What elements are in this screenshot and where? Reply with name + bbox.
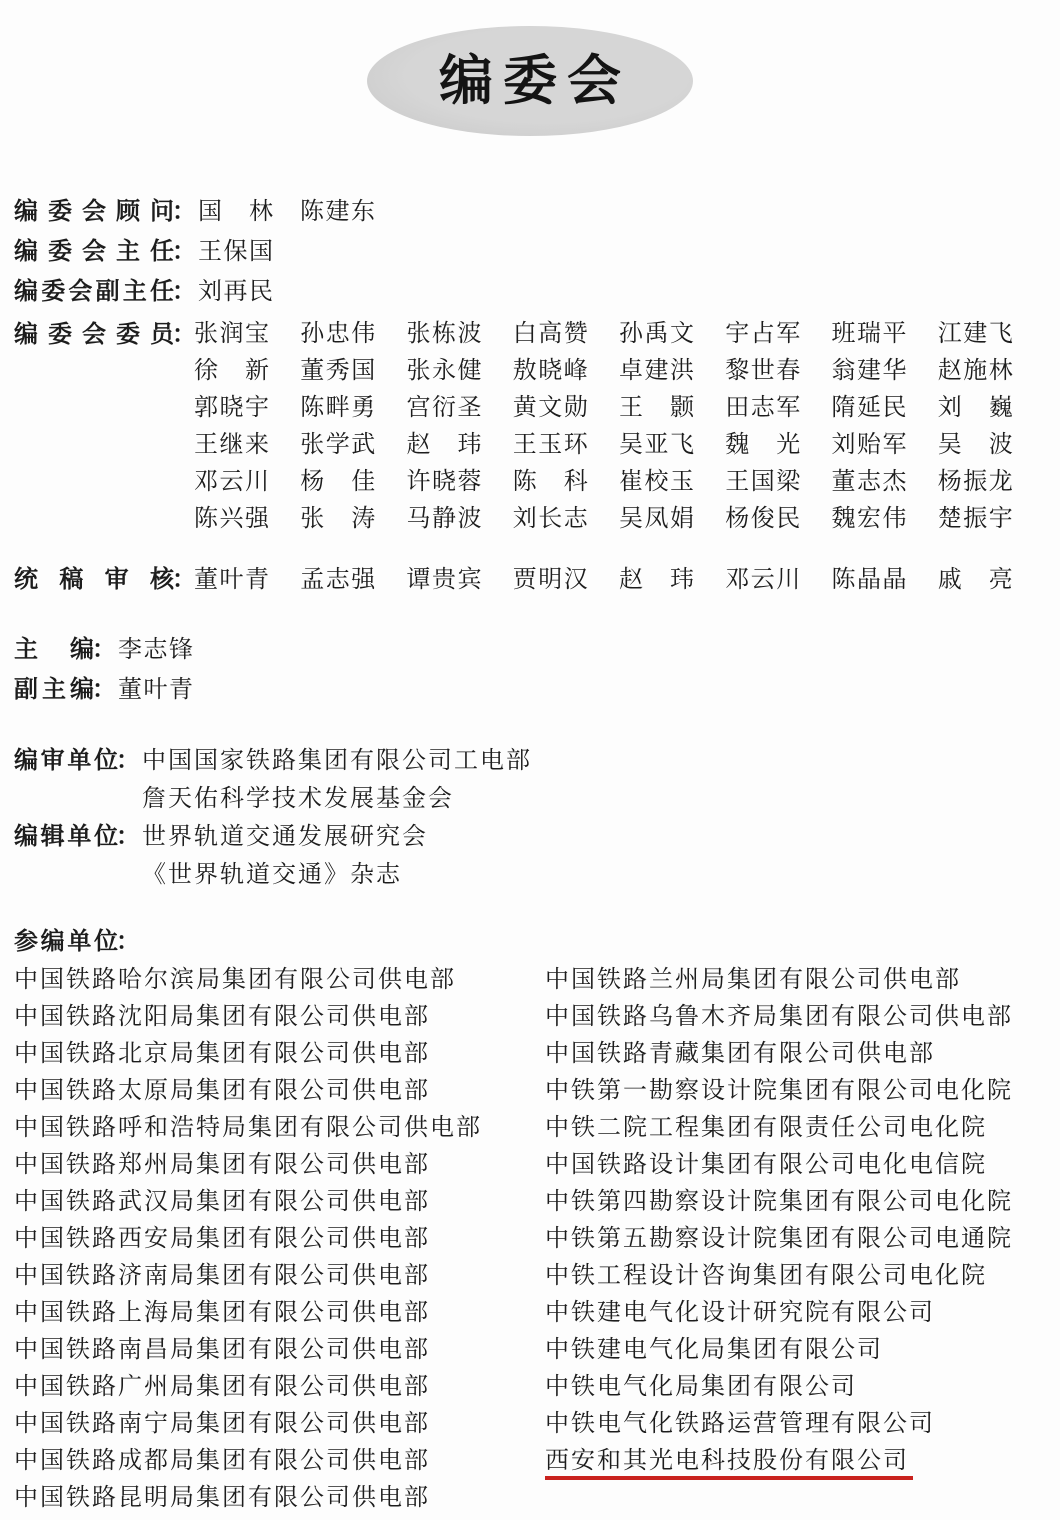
- participant-row: [14, 1221, 545, 1258]
- participant-org-name: 中国铁路设计集团有限公司电化电信院: [545, 1152, 987, 1178]
- page-title: 编委会: [439, 51, 631, 111]
- committee-member-name: 张 涛: [300, 506, 377, 532]
- advisor-row: [14, 192, 1046, 232]
- reviewer-name: 赵 玮: [619, 567, 696, 593]
- participant-org-name: 中国铁路南宁局集团有限公司供电部: [14, 1411, 430, 1437]
- participants-columns: [14, 962, 1046, 1517]
- review-unit-line1: 中国国家铁路集团有限公司工电部: [142, 748, 532, 774]
- review-section: [14, 560, 1046, 600]
- units-section: [14, 742, 1046, 894]
- committee-member-name: 董志杰: [831, 469, 908, 495]
- participant-row: [545, 1369, 1046, 1406]
- committee-member-name: 楚振宇: [937, 506, 1015, 532]
- committee-label: 编委会委员: [14, 321, 174, 348]
- participant-row: [14, 1110, 545, 1147]
- committee-member-name: 刘长志: [512, 506, 590, 532]
- committee-member-name: 刘 巍: [937, 395, 1015, 421]
- colon: ：: [116, 928, 140, 955]
- colon: ：: [172, 198, 196, 225]
- review-label-col: [14, 560, 194, 600]
- committee-member-name: 杨 佳: [300, 469, 377, 495]
- committee-member-name: 白高赞: [512, 321, 590, 347]
- participant-org-name: 中国铁路兰州局集团有限公司供电部: [545, 967, 961, 993]
- participant-row: [14, 1258, 545, 1295]
- editors-section: [14, 630, 1046, 710]
- participant-row: [14, 962, 545, 999]
- editing-unit-line1: 世界轨道交通发展研究会: [142, 824, 428, 850]
- participant-org-name: 中国铁路广州局集团有限公司供电部: [14, 1374, 430, 1400]
- participant-org-name: 中国铁路沈阳局集团有限公司供电部: [14, 1004, 430, 1030]
- colon: ：: [116, 747, 140, 774]
- participant-row: [14, 999, 545, 1036]
- committee-member-name: 崔校玉: [619, 469, 696, 495]
- committee-member-name: 郭晓宇: [194, 395, 271, 421]
- chief-editor-label: 主编: [14, 636, 94, 663]
- committee-member-name: 徐 新: [194, 358, 271, 384]
- participant-org-name: 中铁建电气化设计研究院有限公司: [545, 1300, 935, 1326]
- participant-row: [14, 1147, 545, 1184]
- participant-row: [545, 1406, 1046, 1443]
- review-names-grid: [194, 560, 1044, 600]
- participant-row: [545, 1258, 1046, 1295]
- committee-member-name: 许晓蓉: [406, 469, 483, 495]
- participants-label: 参编单位: [14, 928, 118, 955]
- committee-member-name: 邓云川: [194, 469, 271, 495]
- reviewer-name: 陈晶晶: [831, 567, 908, 593]
- colon: ：: [172, 278, 196, 305]
- committee-label-col: [14, 316, 194, 538]
- reviewer-name: 谭贵宾: [406, 567, 483, 593]
- participant-org-name: 中铁电气化局集团有限公司: [545, 1374, 857, 1400]
- director-label: 编委会主任: [14, 238, 174, 265]
- colon: ：: [92, 636, 116, 663]
- committee-member-name: 张学武: [300, 432, 377, 458]
- participant-row: [14, 1480, 545, 1517]
- participant-org-name: 中国铁路南昌局集团有限公司供电部: [14, 1337, 430, 1363]
- committee-member-name: 陈 科: [512, 469, 590, 495]
- deputy-editor-row: [14, 670, 1046, 710]
- participant-row: [545, 1295, 1046, 1332]
- participant-org-name: 中铁第四勘察设计院集团有限公司电化院: [545, 1189, 1013, 1215]
- participant-row: [545, 1073, 1046, 1110]
- participant-org-name: 中国铁路上海局集团有限公司供电部: [14, 1300, 430, 1326]
- director-row: [14, 232, 1046, 272]
- review-unit-row: [14, 742, 1046, 780]
- participant-row: [14, 1369, 545, 1406]
- committee-member-name: 敖晓峰: [512, 358, 590, 384]
- committee-member-name: 王继来: [194, 432, 271, 458]
- committee-member-name: 赵 玮: [406, 432, 483, 458]
- committee-member-name: 陈兴强: [194, 506, 271, 532]
- committee-member-name: 张润宝: [194, 321, 271, 347]
- committee-member-name: 陈畔勇: [300, 395, 377, 421]
- committee-member-name: 孙忠伟: [300, 321, 377, 347]
- roles-section: [14, 192, 1046, 312]
- committee-member-name: 张永健: [406, 358, 483, 384]
- editing-unit-row: [14, 818, 1046, 856]
- committee-member-name: 吴 波: [937, 432, 1015, 458]
- committee-member-name: 刘贻军: [831, 432, 908, 458]
- committee-member-name: 张栋波: [406, 321, 483, 347]
- participant-org-name: 中国铁路成都局集团有限公司供电部: [14, 1448, 430, 1474]
- director-name: 王保国: [198, 239, 275, 265]
- participant-row: [14, 1184, 545, 1221]
- committee-member-name: 卓建洪: [619, 358, 696, 384]
- participant-row: [545, 1184, 1046, 1221]
- review-unit-row2: [142, 780, 1046, 818]
- advisor-names: 国 林 陈建东: [198, 199, 377, 225]
- participant-org-name: 中国铁路哈尔滨局集团有限公司供电部: [14, 967, 456, 993]
- participant-row: [545, 1443, 1046, 1480]
- committee-member-name: 班瑞平: [831, 321, 908, 347]
- committee-member-name: 王 颢: [619, 395, 696, 421]
- colon: ：: [92, 676, 116, 703]
- committee-member-name: 魏宏伟: [831, 506, 908, 532]
- participants-left-column: [14, 962, 545, 1517]
- committee-member-name: 马静波: [406, 506, 483, 532]
- deputy-director-label: 编委会副主任: [14, 278, 174, 305]
- deputy-editor-name: 董叶青: [118, 677, 195, 703]
- committee-member-name: 田志军: [725, 395, 802, 421]
- participants-section: [14, 922, 1046, 1517]
- participant-org-name: 中国铁路昆明局集团有限公司供电部: [14, 1485, 430, 1511]
- review-label: 统稿审核: [14, 566, 174, 593]
- participant-row: [14, 1036, 545, 1073]
- participant-org-name: 中国铁路济南局集团有限公司供电部: [14, 1263, 430, 1289]
- committee-member-name: 宫衍圣: [406, 395, 483, 421]
- title-ellipse: [367, 26, 693, 136]
- colon: ：: [172, 566, 196, 593]
- deputy-director-name: 刘再民: [198, 279, 275, 305]
- committee-section: [14, 316, 1046, 538]
- participant-row: [545, 1147, 1046, 1184]
- committee-member-name: 黎世春: [725, 358, 802, 384]
- committee-member-name: 王玉环: [512, 432, 590, 458]
- participant-org-name: 中铁第一勘察设计院集团有限公司电化院: [545, 1078, 1013, 1104]
- reviewer-name: 邓云川: [725, 567, 802, 593]
- colon: ：: [172, 238, 196, 265]
- deputy-editor-label: 副主编: [14, 676, 94, 703]
- participant-org-name: 中铁建电气化局集团有限公司: [545, 1337, 883, 1363]
- colon: ：: [172, 321, 196, 348]
- participant-org-name: 西安和其光电科技股份有限公司: [545, 1448, 913, 1480]
- chief-editor-row: [14, 630, 1046, 670]
- committee-member-name: 魏 光: [725, 432, 802, 458]
- committee-member-name: 吴亚飞: [619, 432, 696, 458]
- participant-row: [545, 1036, 1046, 1073]
- participant-org-name: 中国铁路呼和浩特局集团有限公司供电部: [14, 1115, 482, 1141]
- participant-row: [14, 1406, 545, 1443]
- participant-row: [545, 1221, 1046, 1258]
- editing-unit-label: 编辑单位: [14, 823, 118, 850]
- participant-row: [545, 1110, 1046, 1147]
- participant-row: [545, 1332, 1046, 1369]
- advisor-label: 编委会顾问: [14, 198, 174, 225]
- committee-member-name: 翁建华: [831, 358, 908, 384]
- editing-unit-row2: [142, 856, 1046, 894]
- participant-org-name: 中国铁路青藏集团有限公司供电部: [545, 1041, 935, 1067]
- participant-org-name: 中铁第五勘察设计院集团有限公司电通院: [545, 1226, 1013, 1252]
- participant-org-name: 中国铁路郑州局集团有限公司供电部: [14, 1152, 430, 1178]
- committee-member-name: 吴凤娟: [619, 506, 696, 532]
- participant-row: [545, 962, 1046, 999]
- participants-header: [14, 922, 1046, 962]
- committee-member-name: 江建飞: [937, 321, 1015, 347]
- committee-member-name: 黄文勋: [512, 395, 590, 421]
- deputy-director-row: [14, 272, 1046, 312]
- reviewer-name: 董叶青: [194, 567, 271, 593]
- participant-org-name: 中国铁路乌鲁木齐局集团有限公司供电部: [545, 1004, 1013, 1030]
- participant-org-name: 中铁电气化铁路运营管理有限公司: [545, 1411, 935, 1437]
- participant-row: [545, 999, 1046, 1036]
- reviewer-name: 贾明汉: [512, 567, 590, 593]
- chief-editor-name: 李志锋: [118, 637, 195, 663]
- committee-member-name: 隋延民: [831, 395, 908, 421]
- participant-row: [14, 1443, 545, 1480]
- participant-org-name: 中国铁路武汉局集团有限公司供电部: [14, 1189, 430, 1215]
- reviewer-name: 孟志强: [300, 567, 377, 593]
- committee-members-grid: [194, 316, 1044, 538]
- committee-member-name: 赵施林: [937, 358, 1015, 384]
- reviewer-name: 戚 亮: [937, 567, 1015, 593]
- participant-org-name: 中国铁路西安局集团有限公司供电部: [14, 1226, 430, 1252]
- committee-member-name: 宇占军: [725, 321, 802, 347]
- committee-member-name: 杨俊民: [725, 506, 802, 532]
- participant-org-name: 中铁二院工程集团有限责任公司电化院: [545, 1115, 987, 1141]
- committee-member-name: 王国梁: [725, 469, 802, 495]
- participants-right-column: [545, 962, 1046, 1517]
- title-banner: [14, 26, 1046, 136]
- editing-unit-line2: 《世界轨道交通》杂志: [142, 862, 402, 888]
- participant-row: [14, 1332, 545, 1369]
- participant-row: [14, 1073, 545, 1110]
- committee-member-name: 杨振龙: [937, 469, 1015, 495]
- review-unit-line2: 詹天佑科学技术发展基金会: [142, 786, 454, 812]
- committee-member-name: 董秀国: [300, 358, 377, 384]
- participant-org-name: 中铁工程设计咨询集团有限公司电化院: [545, 1263, 987, 1289]
- colon: ：: [116, 823, 140, 850]
- participant-org-name: 中国铁路北京局集团有限公司供电部: [14, 1041, 430, 1067]
- review-unit-label: 编审单位: [14, 747, 118, 774]
- participant-org-name: 中国铁路太原局集团有限公司供电部: [14, 1078, 430, 1104]
- participant-row: [14, 1295, 545, 1332]
- committee-member-name: 孙禹文: [619, 321, 696, 347]
